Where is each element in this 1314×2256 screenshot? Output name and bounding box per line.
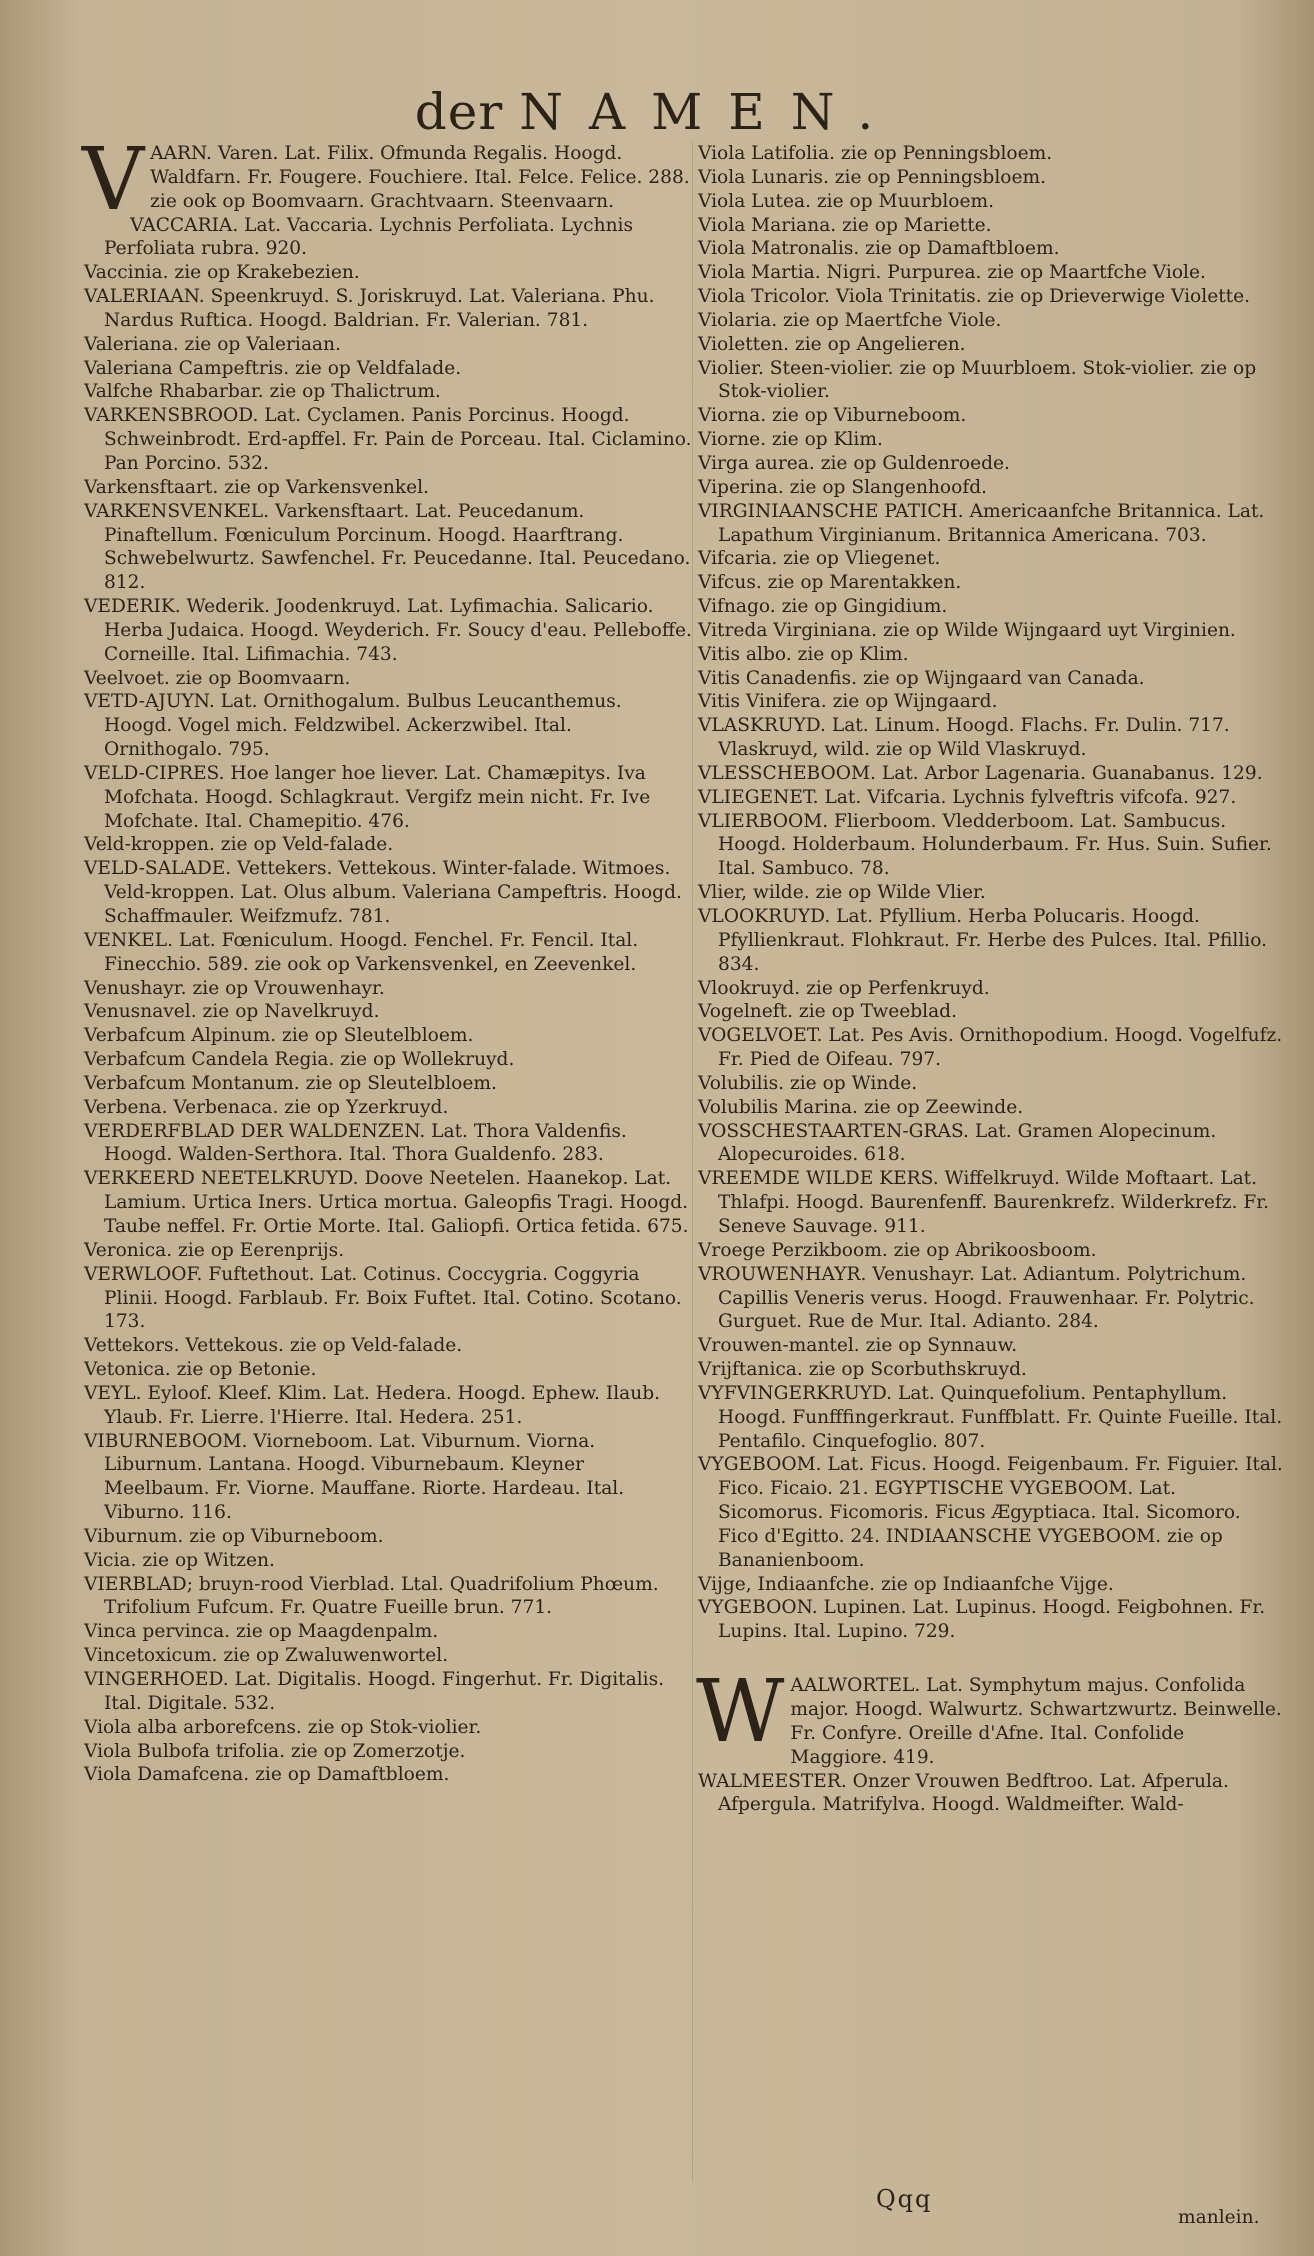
index-entry [698, 333, 1286, 357]
index-entry [84, 1239, 692, 1263]
index-entry [84, 690, 692, 762]
entry-text: VARKENSVENKEL. Varkensftaart. Lat. Peucedanum. Pinaftellum. Fœniculum Porcinum. Hoogd. Haarftrang. Schwebelwurtz. Sawfenchel. Fr. Peucedanne. Ital. Peucedano. 812. [84, 500, 691, 594]
signature-mark: Qqq [876, 2185, 933, 2213]
index-entry [84, 214, 692, 262]
entry-text: Vitis Vinifera. zie op Wijngaard. [698, 691, 998, 713]
index-entry [698, 452, 1286, 476]
entry-text: Vincetoxicum. zie op Zwaluwenwortel. [84, 1645, 449, 1667]
entry-text: Viola Martia. Nigri. Purpurea. zie op Maartfche Viole. [698, 262, 1206, 284]
index-entry [698, 1334, 1286, 1358]
index-entry [84, 833, 692, 857]
entry-text: VROUWENHAYR. Venushayr. Lat. Adiantum. Polytrichum. Capillis Veneris verus. Hoogd. Frauwenhaar. Fr. Polytric. Gurguet. Rue de Mur. Ital. Adianto. 284. [698, 1263, 1255, 1333]
entry-text: Volubilis. zie op Winde. [698, 1072, 918, 1094]
index-entry [698, 881, 1286, 905]
entry-text: VEDERIK. Wederik. Joodenkruyd. Lat. Lyfimachia. Salicario. Herba Judaica. Hoogd. Weyderich. Fr. Soucy d'eau. Pelleboffe. Corneille. Ital. Lifimachia. 743. [84, 596, 692, 665]
entry-text: VALERIAAN. Speenkruyd. S. Joriskruyd. Lat. Valeriana. Phu. Nardus Ruftica. Hoogd. Baldrian. Fr. Valerian. 781. [84, 286, 655, 331]
index-entry [84, 357, 692, 381]
index-entry [698, 428, 1286, 452]
index-entry [84, 1549, 692, 1573]
entry-text: Valeriana Campeftris. zie op Veldfalade. [84, 357, 462, 379]
header-lead: der [414, 83, 504, 141]
entry-text: Veelvoet. zie op Boomvaarn. [84, 667, 351, 689]
entry-text: Verbafcum Candela Regia. zie op Wollekruyd. [84, 1049, 515, 1071]
index-entry [84, 1167, 692, 1239]
entry-text: VERWLOOF. Fuftethout. Lat. Cotinus. Coccygria. Coggyria Plinii. Hoogd. Farblaub. Fr. Boix Fuftet. Ital. Cotino. Scotano. 173. [84, 1263, 682, 1333]
entry-text: VLESSCHEBOOM. Lat. Arbor Lagenaria. Guanabanus. 129. [698, 762, 1263, 784]
header-word: NAMEN. [519, 83, 900, 141]
entry-text: Vrouwen-mantel. zie op Synnauw. [698, 1335, 1018, 1357]
index-entry [698, 667, 1286, 691]
entry-text: Viola Lutea. zie op Muurbloem. [698, 190, 995, 212]
entry-text: Valeriana. zie op Valeriaan. [84, 333, 341, 355]
entry-text: VYGEBOOM. Lat. Ficus. Hoogd. Feigenbaum. Fr. Figuier. Ital. Fico. Ficaio. 21. EGYPTISCHE VYGEBOOM. Lat. Sicomorus. Ficomoris. Ficus Ægyptiaca. Ital. Sicomoro. Fico d'Egitto. 24. INDIAANSCHE VYGEBOOM. zie op Bananienboom. [698, 1454, 1283, 1571]
index-entry [84, 1334, 692, 1358]
entry-text: VIERBLAD; bruyn-rood Vierblad. Ltal. Quadrifolium Phœum. Trifolium Fufcum. Fr. Quatre Fueille brun. 771. [84, 1573, 659, 1619]
index-entry [698, 1382, 1286, 1454]
entry-text: VELD-SALADE. Vettekers. Vettekous. Winter-falade. Witmoes. Veld-kroppen. Lat. Olus album. Valeriana Campeftris. Hoogd. Schaffmauler. Weifzmufz. 781. [84, 858, 682, 927]
index-entry [84, 929, 692, 977]
index-entry [84, 1644, 692, 1668]
entry-text: Vitis albo. zie op Klim. [698, 643, 909, 665]
index-entry [84, 1573, 692, 1621]
entry-text: VLOOKRUYD. Lat. Pfyllium. Herba Polucaris. Hoogd. Pfyllienkraut. Flohkraut. Fr. Herbe des Pulces. Ital. Pfillio. 834. [698, 906, 1268, 975]
index-entry [698, 643, 1286, 667]
index-entry [84, 1740, 692, 1764]
entry-text: Viperina. zie op Slangenhoofd. [698, 476, 988, 498]
entry-text: Vitis Canadenfis. zie op Wijngaard van Canada. [698, 667, 1145, 689]
entry-text: VELD-CIPRES. Hoe langer hoe liever. Lat. Chamæpitys. Iva Mofchata. Hoogd. Schlagkraut. Vergifz mein nicht. Fr. Ive Mofchate. Ital. Chamepitio. 476. [84, 762, 651, 832]
entry-text: VOSSCHESTAARTEN-GRAS. Lat. Gramen Alopecinum. Alopecuroides. 618. [698, 1120, 1217, 1166]
column-divider [692, 142, 693, 2182]
entry-text: VENKEL. Lat. Fœniculum. Hoogd. Fenchel. Fr. Fencil. Ital. Finecchio. 589. zie ook op Varkensvenkel, en Zeevenkel. [84, 929, 639, 975]
index-entry [698, 142, 1286, 166]
index-entry [698, 404, 1286, 428]
page-header [0, 82, 1314, 142]
index-entry [698, 690, 1286, 714]
index-entry [84, 1000, 692, 1024]
entry-text: Violaria. zie op Maertfche Viole. [698, 309, 1002, 331]
entry-text: Viorna. zie op Viburneboom. [698, 405, 967, 427]
index-entry [698, 1596, 1286, 1644]
entry-text: Varkensftaart. zie op Varkensvenkel. [84, 476, 429, 498]
index-entry [84, 1430, 692, 1525]
entry-text: Veronica. zie op Eerenprijs. [84, 1239, 345, 1261]
index-entry [84, 1263, 692, 1335]
index-entry [82, 130, 692, 230]
index-entry [698, 309, 1286, 333]
entry-text: Viola Matronalis. zie op Damaftbloem. [698, 238, 1060, 260]
entry-text: Vinca pervinca. zie op Maagdenpalm. [84, 1621, 439, 1643]
index-entry [84, 1024, 692, 1048]
entry-text: VINGERHOED. Lat. Digitalis. Hoogd. Fingerhut. Fr. Digitalis. Ital. Digitale. 532. [84, 1669, 665, 1714]
index-entry [84, 667, 692, 691]
entry-text: Venushayr. zie op Vrouwenhayr. [84, 977, 385, 999]
entry-text: Virga aurea. zie op Guldenroede. [698, 452, 1010, 474]
index-entry [698, 1120, 1286, 1168]
entry-text: VERKEERD NEETELKRUYD. Doove Neetelen. Haanekop. Lat. Lamium. Urtica Iners. Urtica mortua. Galeopfis Tragi. Hoogd. Taube neffel. Fr. Ortie Morte. Ital. Galiopfi. Ortica fetida. 675. [84, 1168, 689, 1237]
index-entry [698, 1770, 1286, 1818]
index-entry [698, 1239, 1286, 1263]
entry-text: Valfche Rhabarbar. zie op Thalictrum. [84, 381, 441, 403]
index-entry [84, 1358, 692, 1382]
entry-text: AALWORTEL. Lat. Symphytum majus. Confolida major. Hoogd. Walwurtz. Schwartzwurtz. Beinwelle. Fr. Confyre. Oreille d'Afne. Ital. Confolide Maggiore. 419. [790, 1675, 1282, 1768]
drop-cap: W [696, 1662, 785, 1763]
entry-text: Viola Tricolor. Viola Trinitatis. zie op Drieverwige Violette. [698, 286, 1251, 308]
index-entry [698, 714, 1286, 762]
index-entry [698, 476, 1286, 500]
entry-text: Violetten. zie op Angelieren. [698, 333, 966, 355]
index-entry [84, 1096, 692, 1120]
entry-text: VLASKRUYD. Lat. Linum. Hoogd. Flachs. Fr. Dulin. 717. Vlaskruyd, wild. zie op Wild Vlaskruyd. [698, 715, 1230, 761]
entry-text: Viola Latifolia. zie op Penningsbloem. [698, 143, 1053, 164]
entry-text: Vicia. zie op Witzen. [84, 1549, 275, 1571]
entry-text: VYGEBOON. Lupinen. Lat. Lupinus. Hoogd. Feigbohnen. Fr. Lupins. Ital. Lupino. 729. [698, 1597, 1266, 1643]
entry-text: Verbena. Verbenaca. zie op Yzerkruyd. [84, 1096, 449, 1118]
index-entry [84, 1048, 692, 1072]
entry-text: Viola Damafcena. zie op Damaftbloem. [84, 1764, 450, 1786]
index-entry [84, 1525, 692, 1549]
entry-text: WALMEESTER. Onzer Vrouwen Bedftroo. Lat. Afperula. Afpergula. Matrifylva. Hoogd. Waldmeifter. Wald- [698, 1770, 1229, 1816]
entry-text: AARN. Varen. Lat. Filix. Ofmunda Regalis. Hoogd. Waldfarn. Fr. Fougere. Fouchiere. Ital. Felce. Felice. 288. zie ook op Boomvaarn. Grachtvaarn. Steenvaarn. [150, 143, 690, 212]
index-entry [84, 261, 692, 285]
entry-text: Viola Lunaris. zie op Penningsbloem. [698, 166, 1047, 188]
index-entry [84, 1668, 692, 1716]
index-entry [698, 786, 1286, 810]
entry-text: VREEMDE WILDE KERS. Wiffelkruyd. Wilde Moftaart. Lat. Thlafpi. Hoogd. Baurenfenff. Baurenkrefz. Wilderkrefz. Fr. Seneve Sauvage. 911. [698, 1168, 1270, 1237]
entry-text: Vetonica. zie op Betonie. [84, 1359, 317, 1381]
index-entry [698, 619, 1286, 643]
left-column [82, 130, 692, 1787]
entry-text: Viola Bulbofa trifolia. zie op Zomerzotje. [84, 1740, 466, 1762]
index-entry [84, 404, 692, 476]
entry-text: VLIEGENET. Lat. Vifcaria. Lychnis fylveftris vifcofa. 927. [698, 786, 1237, 808]
index-entry [84, 500, 692, 595]
index-entry [698, 1000, 1286, 1024]
index-entry [84, 476, 692, 500]
entry-text: VACCARIA. Lat. Vaccaria. Lychnis Perfoliata. Lychnis Perfoliata rubra. 920. [104, 214, 634, 260]
index-entry [698, 1024, 1286, 1072]
index-entry [698, 762, 1286, 786]
entry-text: Vroege Perzikboom. zie op Abrikoosboom. [698, 1239, 1097, 1261]
index-entry [698, 1453, 1286, 1572]
entry-text: VLIERBOOM. Flierboom. Vledderboom. Lat. Sambucus. Hoogd. Holderbaum. Holunderbaum. Fr. Hus. Suin. Sufier. Ital. Sambuco. 78. [698, 810, 1272, 880]
entry-text: Vrijftanica. zie op Scorbuthskruyd. [698, 1359, 1027, 1381]
index-entry [698, 1167, 1286, 1239]
entry-text: VOGELVOET. Lat. Pes Avis. Ornithopodium. Hoogd. Vogelfufz. Fr. Pied de Oifeau. 797. [698, 1025, 1283, 1071]
drop-cap: V [82, 130, 145, 230]
index-entry [84, 1382, 692, 1430]
index-entry [698, 166, 1286, 190]
index-entry [698, 237, 1286, 261]
index-entry [84, 595, 692, 667]
index-entry [698, 1263, 1286, 1335]
index-entry [698, 1573, 1286, 1597]
entry-text: VIRGINIAANSCHE PATICH. Americaanfche Britannica. Lat. Lapathum Virginianum. Britannica Americana. 703. [698, 500, 1265, 546]
index-entry [84, 285, 692, 333]
index-entry [84, 1072, 692, 1096]
index-entry [84, 1763, 692, 1787]
index-entry [84, 333, 692, 357]
entry-text: Violier. Steen-violier. zie op Muurbloem. Stok-violier. zie op Stok-violier. [698, 357, 1257, 403]
index-entry [698, 595, 1286, 619]
entry-text: Volubilis Marina. zie op Zeewinde. [698, 1096, 1024, 1118]
entry-text: Viola Mariana. zie op Mariette. [698, 214, 992, 236]
entry-text: Viorne. zie op Klim. [698, 429, 883, 451]
index-entry [698, 905, 1286, 977]
entry-text: Vifcus. zie op Marentakken. [698, 572, 962, 594]
index-entry [696, 1662, 1286, 1769]
entry-text: Viburnum. zie op Viburneboom. [84, 1525, 384, 1547]
entry-text: Viola alba arborefcens. zie op Stok-violier. [84, 1716, 482, 1738]
index-entry [698, 1358, 1286, 1382]
section-separator [698, 1644, 1286, 1674]
entry-text: Vogelneft. zie op Tweeblad. [698, 1001, 957, 1023]
right-column [698, 142, 1286, 1817]
index-entry [698, 571, 1286, 595]
index-entry [84, 380, 692, 404]
index-entry [698, 1096, 1286, 1120]
entry-text: Vifnago. zie op Gingidium. [698, 596, 948, 618]
entry-text: Veld-kroppen. zie op Veld-falade. [84, 834, 394, 856]
entry-text: VEYL. Eyloof. Kleef. Klim. Lat. Hedera. Hoogd. Ephew. Ilaub. Ylaub. Fr. Lierre. l'Hierre. Ital. Hedera. 251. [84, 1382, 661, 1428]
index-entry [698, 1072, 1286, 1096]
entry-text: Vijge, Indiaanfche. zie op Indiaanfche Vijge. [698, 1573, 1114, 1595]
index-entry [698, 285, 1286, 309]
entry-text: Verbafcum Alpinum. zie op Sleutelbloem. [84, 1025, 474, 1047]
catchword: manlein. [1178, 2207, 1260, 2228]
entry-text: VETD-AJUYN. Lat. Ornithogalum. Bulbus Leucanthemus. Hoogd. Vogel mich. Feldzwibel. Ackerzwibel. Ital. Ornithogalo. 795. [84, 691, 622, 761]
index-entry [698, 214, 1286, 238]
index-entry [84, 857, 692, 929]
index-entry [84, 1120, 692, 1168]
index-entry [698, 500, 1286, 548]
entry-text: VERDERFBLAD DER WALDENZEN. Lat. Thora Valdenfis. Hoogd. Walden-Serthora. Ital. Thora Gualdenfo. 283. [84, 1120, 627, 1166]
index-entry [84, 977, 692, 1001]
entry-text: Vlookruyd. zie op Perfenkruyd. [698, 977, 990, 999]
index-entry [698, 261, 1286, 285]
index-entry [698, 810, 1286, 882]
entry-text: VIBURNEBOOM. Viorneboom. Lat. Viburnum. Viorna. Liburnum. Lantana. Hoogd. Viburnebaum. Kleyner Meelbaum. Fr. Viorne. Mauffane. Riorte. Hardeau. Ital. Viburno. 116. [84, 1430, 625, 1524]
entry-text: Vifcaria. zie op Vliegenet. [698, 548, 941, 570]
entry-text: Vettekors. Vettekous. zie op Veld-falade. [84, 1335, 463, 1357]
index-entry [698, 190, 1286, 214]
index-entry [698, 977, 1286, 1001]
entry-text: VARKENSBROOD. Lat. Cyclamen. Panis Porcinus. Hoogd. Schweinbrodt. Erd-apffel. Fr. Pain de Porceau. Ital. Ciclamino. Pan Porcino. 532. [84, 405, 692, 474]
entry-text: Vitreda Virginiana. zie op Wilde Wijngaard uyt Virginien. [698, 619, 1236, 641]
index-entry [698, 357, 1286, 405]
index-entry [84, 1620, 692, 1644]
index-entry [84, 762, 692, 834]
index-entry [698, 547, 1286, 571]
entry-text: Vaccinia. zie op Krakebezien. [84, 262, 360, 284]
entry-text: Venusnavel. zie op Navelkruyd. [84, 1001, 380, 1023]
entry-text: Verbafcum Montanum. zie op Sleutelbloem. [84, 1072, 497, 1094]
index-entry [84, 1716, 692, 1740]
entry-text: Vlier, wilde. zie op Wilde Vlier. [698, 882, 986, 904]
entry-text: VYFVINGERKRUYD. Lat. Quinquefolium. Pentaphyllum. Hoogd. Funfffingerkraut. Funffblatt. Fr. Quinte Fueille. Ital. Pentafilo. Cinquefoglio. 807. [698, 1382, 1283, 1452]
